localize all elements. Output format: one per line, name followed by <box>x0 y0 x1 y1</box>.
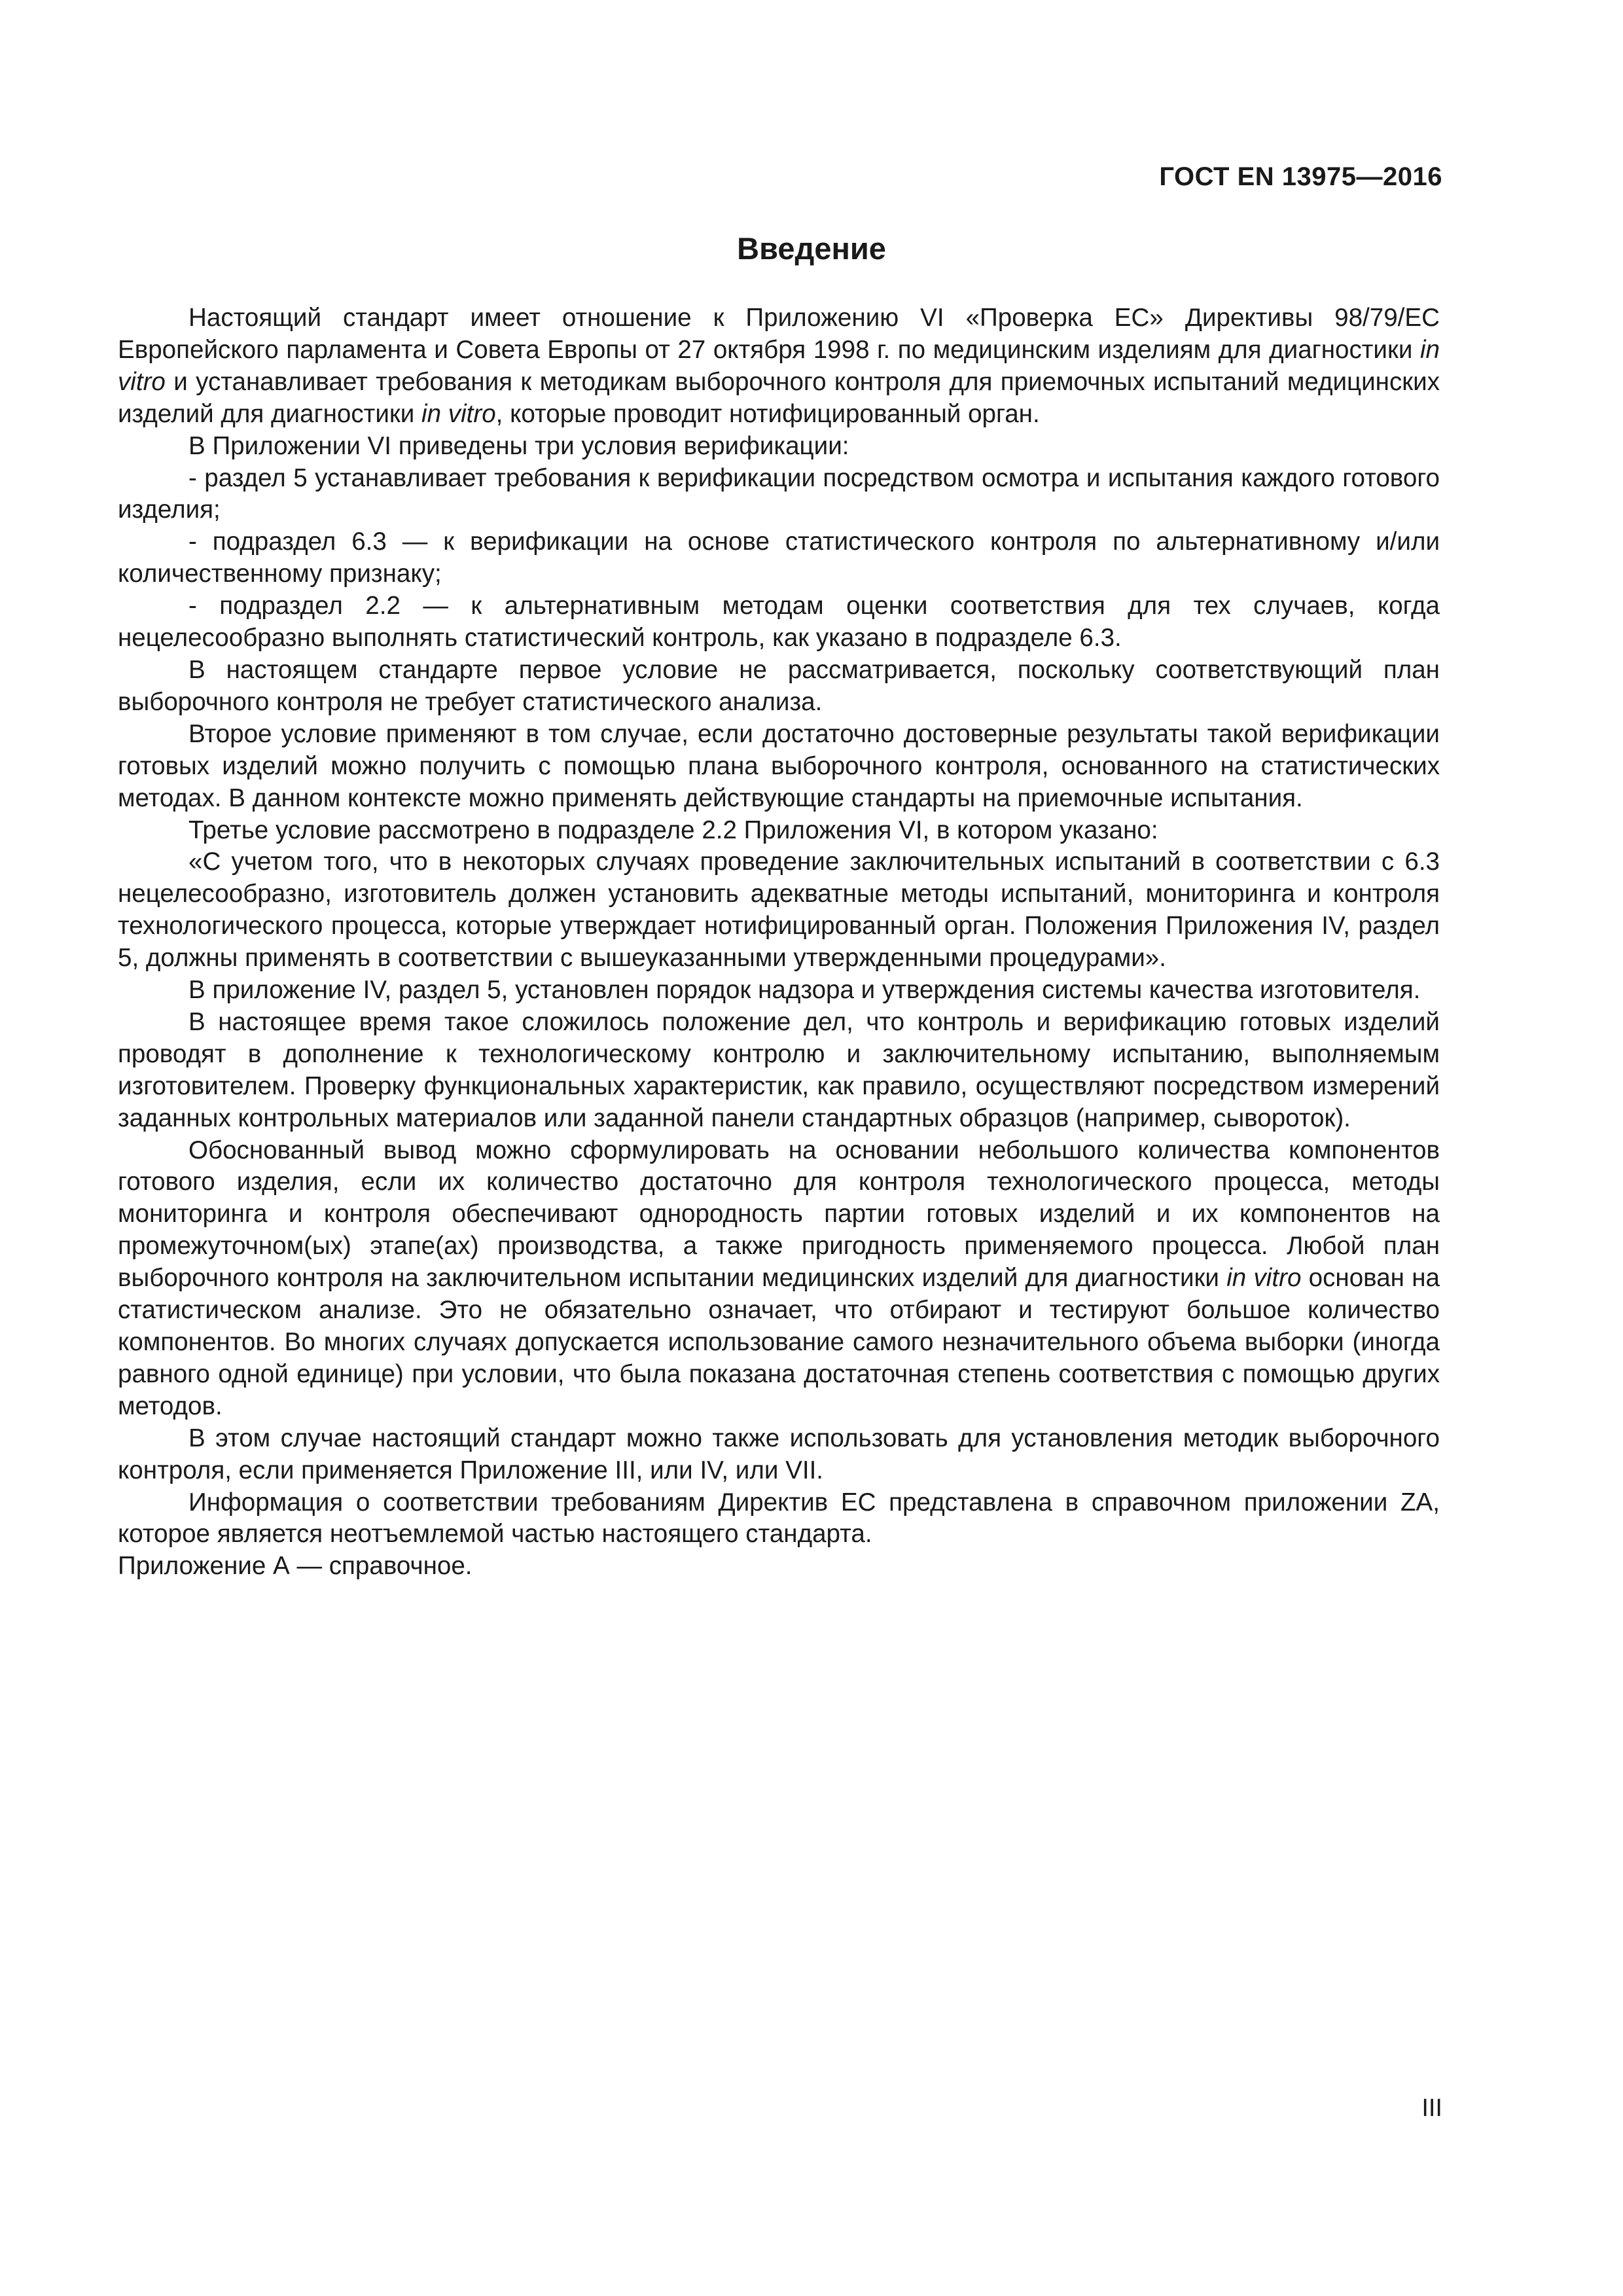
paragraph-annex-iv: В приложение IV, раздел 5, установлен порядок надзора и утверждения системы качества изготовителя. <box>188 976 1421 1005</box>
paragraph-current-state: В настоящее время такое сложилось положение дел, что контроль и верификацию готовых изделий проводят в дополнение к технологическому контролю и заключительному испытанию, выполняемым изготовителем. Проверку функциональных характеристик, как правило, осуществляют посредством измерений заданных контрольных материалов или заданной панели стандартных образцов (например, сывороток). <box>118 1007 1440 1132</box>
paragraph-annex-a: Приложение А — справочное. <box>118 1552 473 1581</box>
italic-term: in vitro <box>118 335 1440 396</box>
list-item-subsection-2-2: - подраздел 2.2 — к альтернативным методам оценки соответствия для тех случаев, когда нецелесообразно выполнять статистический контроль, как указано в подразделе 6.3. <box>118 592 1440 653</box>
paragraph-directive-compliance: Информация о соответствии требованиям Директив ЕС представлена в справочном приложении ZA, которое является неотъемлемой частью настоящего стандарта. <box>118 1488 1440 1549</box>
italic-term: in vitro <box>1226 1264 1302 1293</box>
paragraph-directive-relation <box>118 302 1440 431</box>
paragraph-text: , которые проводит нотифицированный орган. <box>495 399 1040 428</box>
document-code: ГОСТ EN 13975—2016 <box>1159 162 1442 191</box>
page-number: III <box>1421 2094 1442 2122</box>
paragraph-quote: «С учетом того, что в некоторых случаях проведение заключительных испытаний в соответствии с 6.3 нецелесообразно, изготовитель должен установить адекватные методы испытаний, мониторинга и контроля технологического процесса, которые утверждает нотифицированный орган. Положения Приложения IV, раздел 5, должны применять в соответствии с вышеуказанными утвержденными процедурами». <box>118 848 1440 973</box>
italic-term: in vitro <box>421 399 496 428</box>
paragraph-sampling-methods: В этом случае настоящий стандарт можно также использовать для установления методик выборочного контроля, если применяется Приложение III, или IV, или VII. <box>118 1424 1440 1484</box>
list-item-section-5: - раздел 5 устанавливает требования к верификации посредством осмотра и испытания каждого готового изделия; <box>118 463 1440 524</box>
paragraph-first-condition: В настоящем стандарте первое условие не рассматривается, поскольку соответствующий план выборочного контроля не требует статистического анализа. <box>118 655 1440 716</box>
paragraph-third-condition: Третье условие рассмотрено в подразделе 2.2 Приложения VI, в котором указано: <box>188 816 1158 844</box>
list-item-subsection-6-3: - подраздел 6.3 — к верификации на основе статистического контроля по альтернативному и/или количественному признаку; <box>118 528 1440 588</box>
page-title: Введение <box>737 231 886 266</box>
document-body <box>118 302 1440 1583</box>
paragraph-verification-conditions: В Приложении VI приведены три условия верификации: <box>188 431 849 460</box>
paragraph-second-condition: Второе условие применяют в том случае, если достаточно достоверные результаты такой верификации готовых изделий можно получить с помощью плана выборочного контроля, основанного на статистических методах. В данном контексте можно применять действующие стандарты на приемочные испытания. <box>118 719 1440 812</box>
paragraph-text: Обоснованный вывод можно сформулировать на основании небольшого количества компонентов готового изделия, если их количество достаточно для контроля технологического процесса, методы мониторинга и контроля обеспечивают однородность партии готовых изделий и их компонентов на промежуточном(ых) этапе(ах) производства, а также пригодность применяемого процесса. Любой план выборочного контроля на заключительном испытании медицинских изделий для диагностики <box>118 1136 1440 1293</box>
paragraph-text: и устанавливает требования к методикам выборочного контроля для приемочных испытаний медицинских изделий для диагностики <box>118 367 1440 428</box>
paragraph-justified-conclusion <box>118 1135 1440 1423</box>
paragraph-text: основан на статистическом анализе. Это не обязательно означает, что отбирают и тестируют большое количество компонентов. Во многих случаях допускается использование самого незначительного объема выборки (иногда равного одной единице) при условии, что была показана достаточная степень соответствия с помощью других методов. <box>118 1264 1440 1420</box>
paragraph-text: Настоящий стандарт имеет отношение к Приложению VI «Проверка ЕС» Директивы 98/79/ЕС Европейского парламента и Совета Европы от 27 октября 1998 г. по медицинским изделиям для диагностики <box>118 304 1440 364</box>
